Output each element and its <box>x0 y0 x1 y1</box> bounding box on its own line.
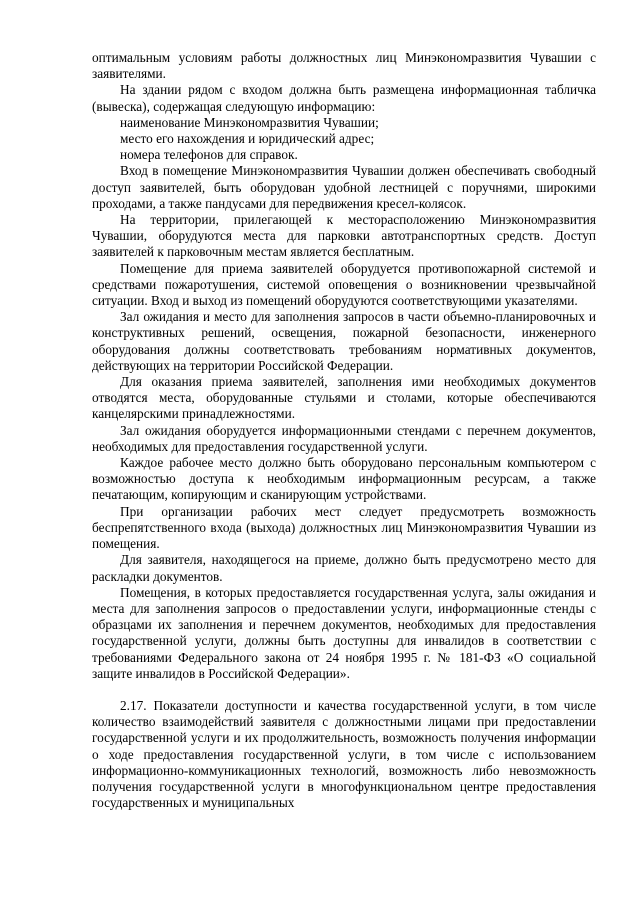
paragraph-fire-safety: Помещение для приема заявителей оборудуется противопожарной системой и средствами пожаротушения, системой оповещения о возникновении чрезвычайной ситуации. Вход и выход из помещений оборудуются соответствующими указателями. <box>92 260 596 309</box>
paragraph-section-2-17: 2.17. Показатели доступности и качества государственной услуги, в том числе количество взаимодействий заявителя с должностными лицами при предоставлении государственной услуги и их продолжительность, возможность получения информации о ходе предоставления государственной услуги, в том числе с использованием информационно-коммуникационных технологий, возможность либо невозможность получения государственной услуги в многофункциональном центре предоставления государственных и муниципальных <box>92 697 596 811</box>
paragraph-workplace: Каждое рабочее место должно быть оборудовано персональным компьютером с возможностью доступа к необходимым информационным ресурсам, а также печатающим, копирующим и сканирующим устройствами. <box>92 455 596 503</box>
paragraph-signboard: На здании рядом с входом должна быть размещена информационная табличка (вывеска), содержащая следующую информацию: <box>92 82 596 114</box>
paragraph-signboard-item-phones: номера телефонов для справок. <box>120 147 298 163</box>
paragraph-continuation: оптимальным условиям работы должностных лиц Минэкономразвития Чувашии с заявителями. <box>92 50 596 82</box>
paragraph-signboard-item-address: место его нахождения и юридический адрес; <box>120 131 375 147</box>
paragraph-documents-place: Для заявителя, находящегося на приеме, должно быть предусмотрено место для раскладки документов. <box>92 552 596 584</box>
paragraph-signboard-item-name: наименование Минэкономразвития Чувашии; <box>120 114 379 130</box>
paragraph-accessibility: Помещения, в которых предоставляется государственная услуга, залы ожидания и места для заполнения запросов о предоставлении услуги, информационные стенды с образцами их заполнения и перечнем документов, необходимых для предоставления государственной услуги, должны быть доступны для инвалидов в соответствии с требованиями Федерального закона от 24 ноября 1995 г. № 181-ФЗ «О социальной защите инвалидов в Российской Федерации». <box>92 584 596 681</box>
paragraph-entrance: Вход в помещение Минэкономразвития Чувашии должен обеспечивать свободный доступ заявителей, быть оборудован удобной лестницей с поручнями, широкими проходами, а также пандусами для передвижения кресел-колясок. <box>92 163 596 211</box>
paragraph-info-stands: Зал ожидания оборудуется информационными стендами с перечнем документов, необходимых для предоставления государственной услуги. <box>92 422 596 454</box>
paragraph-waiting-hall: Зал ожидания и место для заполнения запросов в части объемно-планировочных и конструктивных решений, освещения, пожарной безопасности, инженерного оборудования должны соответствовать требованиям нормативных документов, действующих на территории Российской Федерации. <box>92 309 596 373</box>
document-page <box>92 50 596 811</box>
paragraph-parking: На территории, прилегающей к месторасположению Минэкономразвития Чувашии, оборудуются места для парковки автотранспортных средств. Доступ заявителей к парковочным местам является бесплатным. <box>92 212 596 260</box>
paragraph-free-exit: При организации рабочих мест следует предусмотреть возможность беспрепятственного входа (выхода) должностных лиц Минэкономразвития Чувашии из помещения. <box>92 503 596 552</box>
paragraph-reception-places: Для оказания приема заявителей, заполнения ими необходимых документов отводятся места, оборудованные стульями и столами, которые обеспечиваются канцелярскими принадлежностями. <box>92 374 596 422</box>
